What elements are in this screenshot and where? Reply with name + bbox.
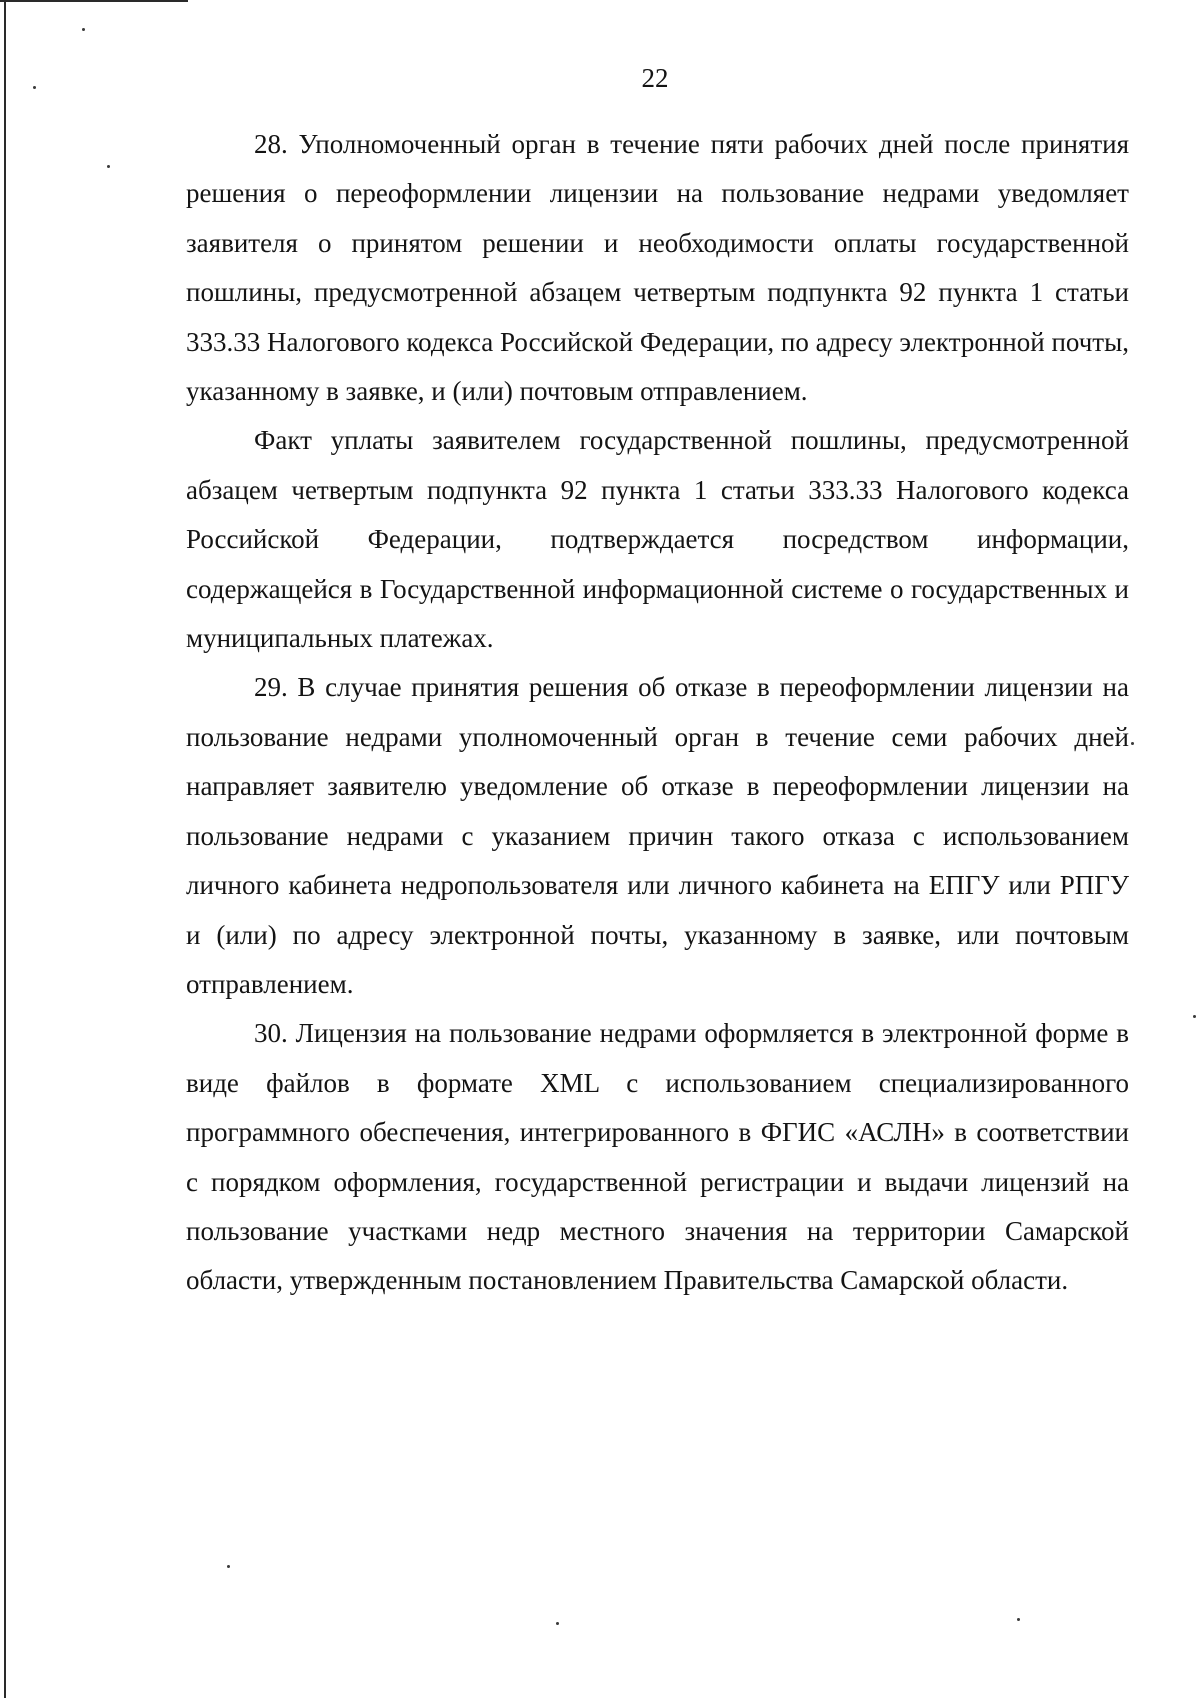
scan-speck: [107, 165, 110, 168]
scan-border-top: [0, 0, 188, 2]
page-number: 22: [641, 63, 669, 93]
scan-border-left: [4, 0, 6, 1698]
document-body: [186, 120, 1129, 1306]
paragraph-payment-fact: Факт уплаты заявителем государственной пошлины, предусмотренной абзацем четвертым подпункта 92 пункта 1 статьи 333.33 Налогового кодекса Российской Федерации, подтверждается посредством информации, содержащейся в Государственной информационной системе о государственных и муниципальных платежах.: [186, 425, 1129, 654]
scan-speck: [556, 1622, 559, 1625]
scan-speck: [1131, 742, 1134, 745]
scan-speck: [1017, 1618, 1020, 1621]
scan-speck: [227, 1565, 230, 1568]
paragraph-29: 29. В случае принятия решения об отказе в переоформлении лицензии на пользование недрами уполномоченный орган в течение семи рабочих дней направляет заявителю уведомление об отказе в переоформлении лицензии на пользование недрами с указанием причин такого отказа с использованием личного кабинета недропользователя или личного кабинета на ЕПГУ или РПГУ и (или) по адресу электронной почты, указанному в заявке, или почтовым отправлением.: [186, 672, 1129, 999]
scan-speck: [82, 28, 85, 31]
paragraph-28: 28. Уполномоченный орган в течение пяти рабочих дней после принятия решения о переоформлении лицензии на пользование недрами уведомляет заявителя о принятом решении и необходимости оплаты государственной пошлины, предусмотренной абзацем четвертым подпункта 92 пункта 1 статьи 333.33 Налогового кодекса Российской Федерации, по адресу электронной почты, указанному в заявке, и (или) почтовым отправлением.: [186, 129, 1129, 407]
scan-speck: [1193, 1015, 1196, 1018]
paragraph-30: 30. Лицензия на пользование недрами оформляется в электронной форме в виде файлов в формате XML с использованием специализированного программного обеспечения, интегрированного в ФГИС «АСЛН» в соответствии с порядком оформления, государственной регистрации и выдачи лицензий на пользование участками недр местного значения на территории Самарской области, утвержденным постановлением Правительства Самарской области.: [186, 1018, 1129, 1296]
